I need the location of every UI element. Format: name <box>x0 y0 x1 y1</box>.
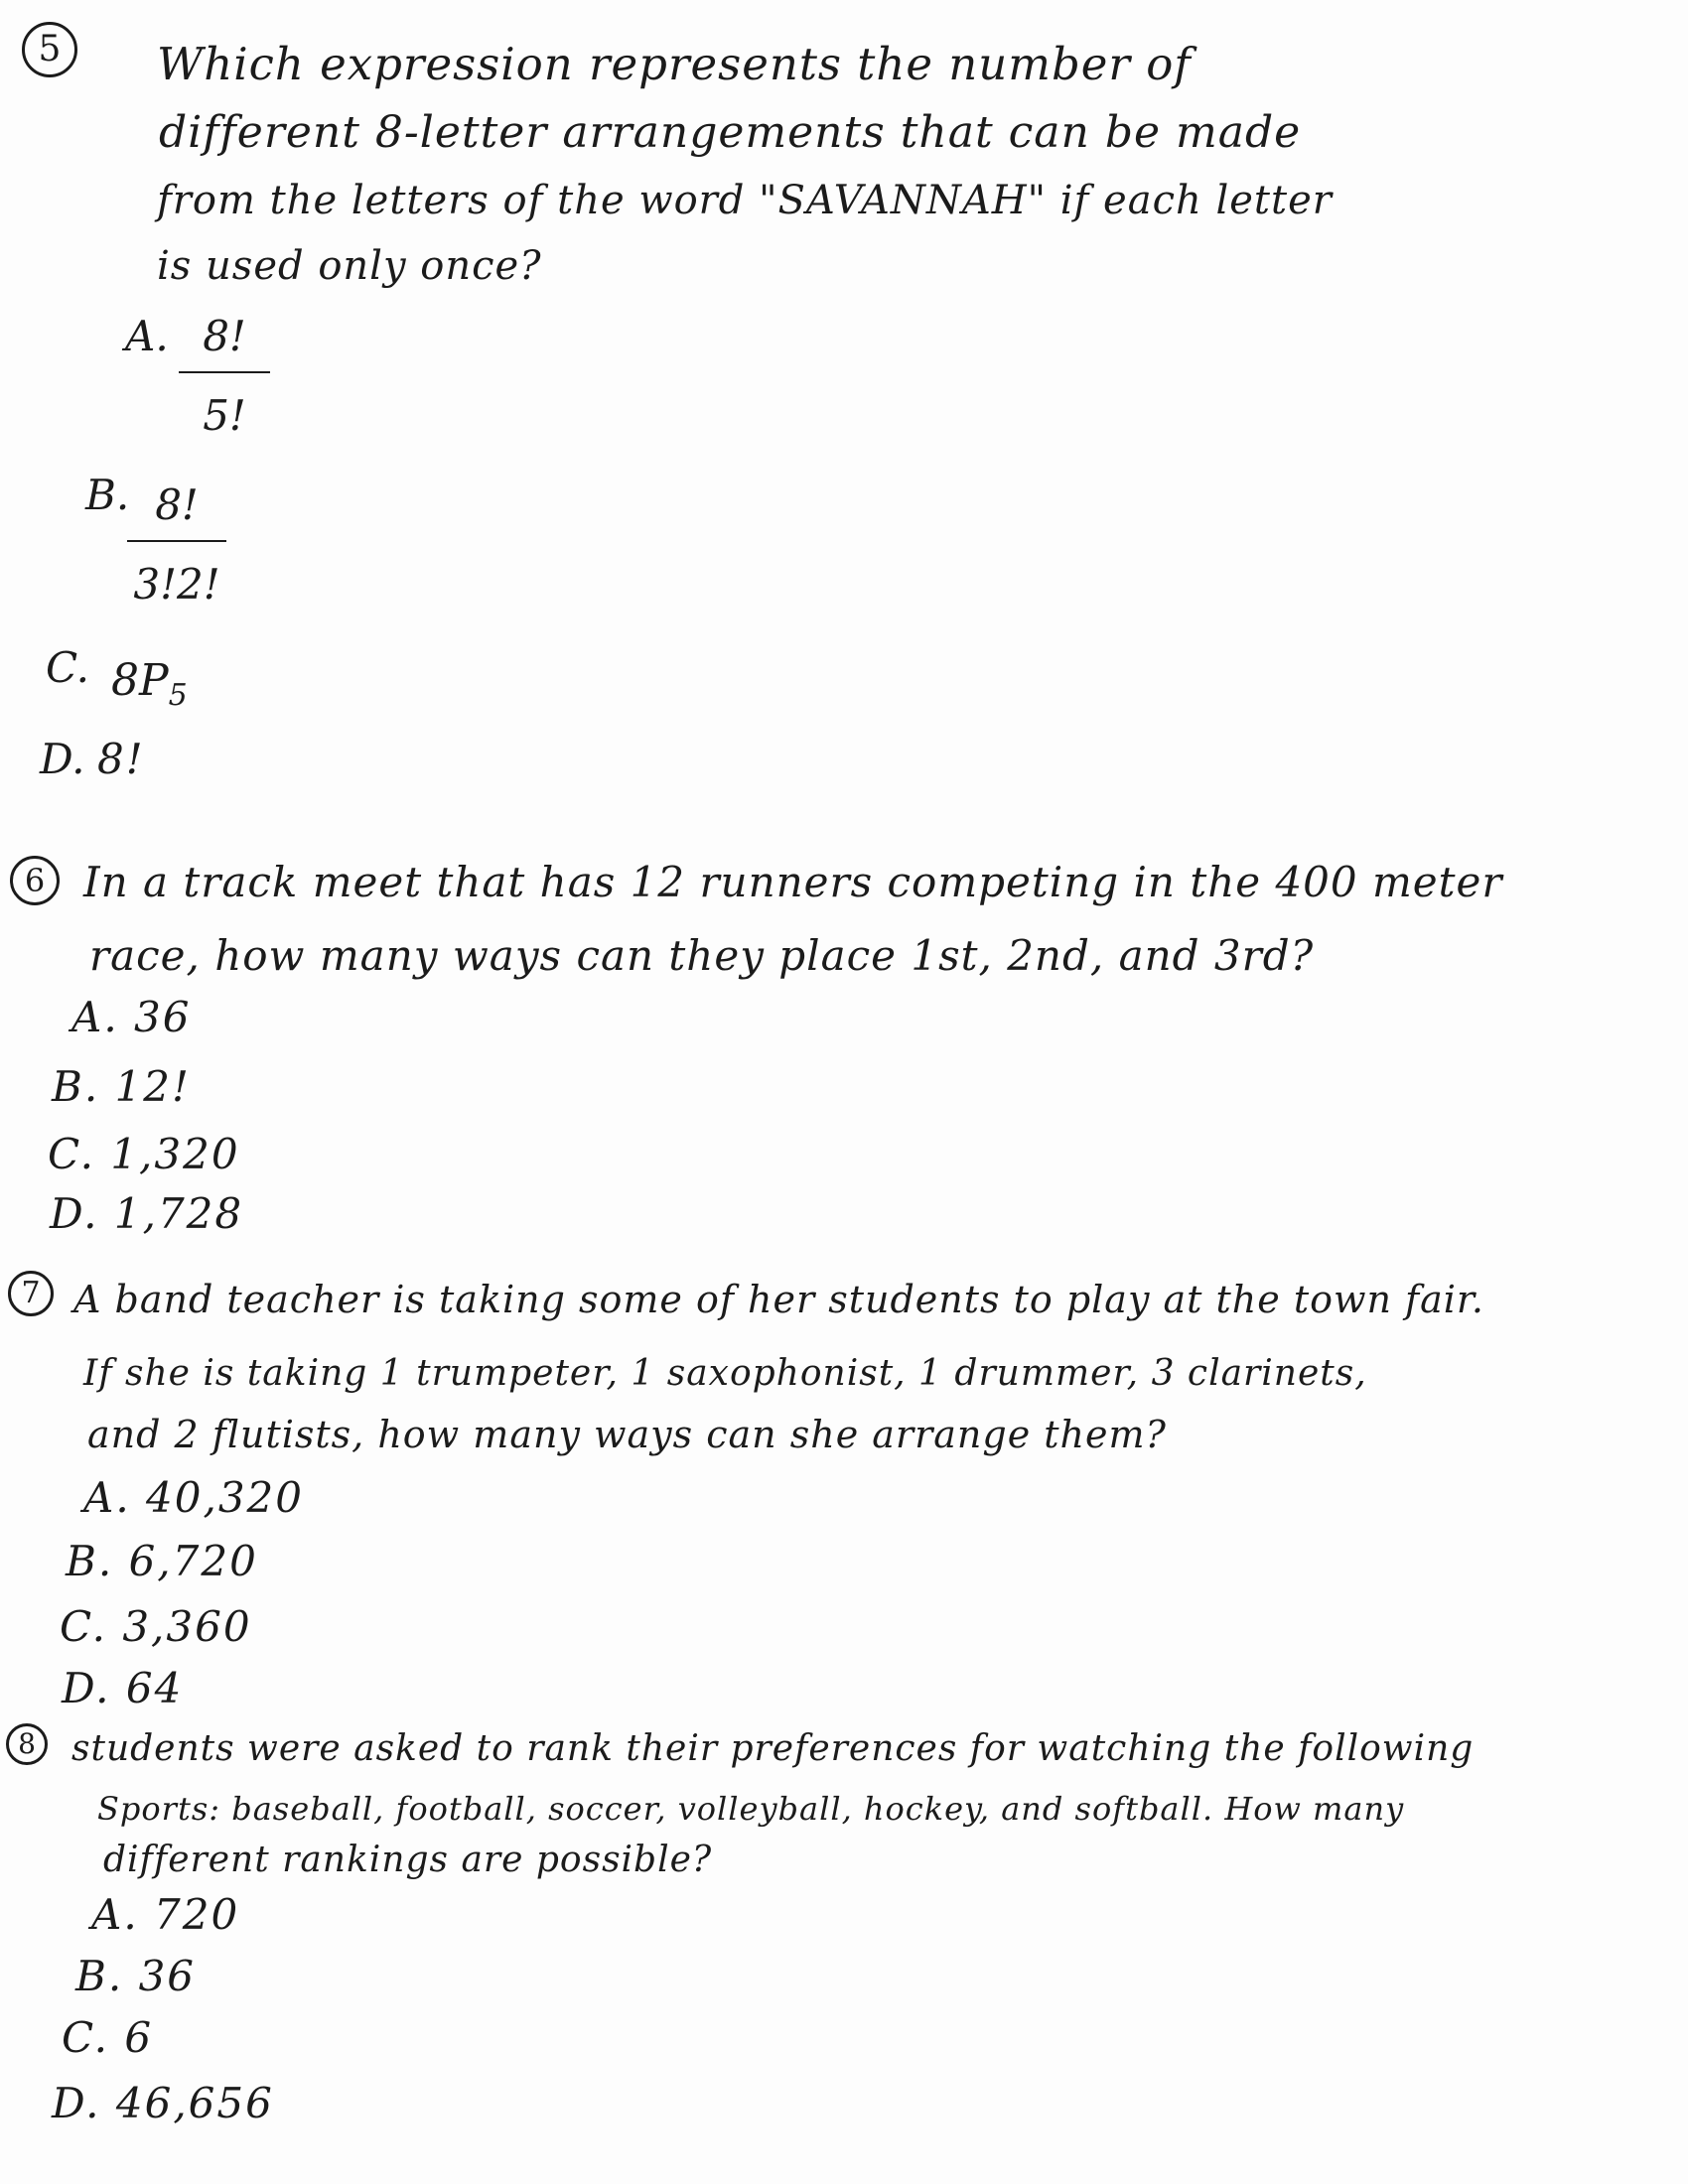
question-text-line: is used only once? <box>157 243 542 289</box>
question-text-line: and 2 flutists, how many ways can she arrange them? <box>87 1413 1167 1456</box>
option-text: D. 46,656 <box>52 2079 274 2127</box>
question-text-line: Sports: baseball, football, soccer, volleyball, hockey, and softball. How many <box>97 1790 1405 1828</box>
option-label: B. <box>85 471 130 519</box>
option-permutation <box>111 655 188 713</box>
option-label: C. <box>46 643 89 692</box>
option-text: A. 36 <box>71 993 192 1041</box>
question-text-line: A band teacher is taking some of her students to play at the town fair. <box>73 1278 1484 1321</box>
option-text: D. 1,728 <box>50 1189 244 1238</box>
option-text: B. 6,720 <box>66 1537 258 1585</box>
question-text-line: If she is taking 1 trumpeter, 1 saxophonist, 1 drummer, 3 clarinets, <box>83 1353 1367 1394</box>
option-label: A. <box>125 312 169 360</box>
fraction-denominator: 5! <box>203 391 246 440</box>
question-number-circle: 7 <box>8 1271 54 1316</box>
question-text-line: different 8-letter arrangements that can be made <box>159 107 1302 158</box>
fraction-bar <box>179 371 270 373</box>
option-text: B. 36 <box>75 1952 197 2000</box>
question-number-circle: 8 <box>6 1723 48 1765</box>
permutation-symbol: P <box>139 655 169 706</box>
option-fraction <box>179 312 270 440</box>
question-text-line: students were asked to rank their preferences for watching the following <box>71 1728 1475 1769</box>
question-text-line: Which expression represents the number of <box>157 38 1192 90</box>
option-fraction <box>127 480 226 609</box>
option-label: D. <box>40 735 85 783</box>
question-text-line: race, how many ways can they place 1st, 2nd, and 3rd? <box>89 931 1315 980</box>
option-text: A. 720 <box>91 1890 240 1939</box>
option-text: C. 6 <box>62 2013 154 2062</box>
fraction-numerator: 8! <box>155 480 199 529</box>
option-text: D. 64 <box>62 1664 184 1712</box>
permutation-r: 5 <box>168 678 188 713</box>
option-text: C. 3,360 <box>60 1602 252 1651</box>
permutation-n: 8 <box>111 655 139 706</box>
fraction-denominator: 3!2! <box>133 560 220 609</box>
question-text-line: from the letters of the word "SAVANNAH" if each letter <box>157 178 1333 223</box>
question-text-line: In a track meet that has 12 runners competing in the 400 meter <box>83 858 1503 906</box>
question-number-circle: 5 <box>22 22 77 77</box>
question-number-circle: 6 <box>10 856 60 905</box>
option-text: B. 12! <box>52 1062 191 1111</box>
option-text: 8! <box>97 735 145 783</box>
question-text-line: different rankings are possible? <box>103 1840 713 1880</box>
fraction-numerator: 8! <box>203 312 246 360</box>
option-text: A. 40,320 <box>83 1473 304 1522</box>
option-text: C. 1,320 <box>48 1130 240 1178</box>
fraction-bar <box>127 540 226 542</box>
